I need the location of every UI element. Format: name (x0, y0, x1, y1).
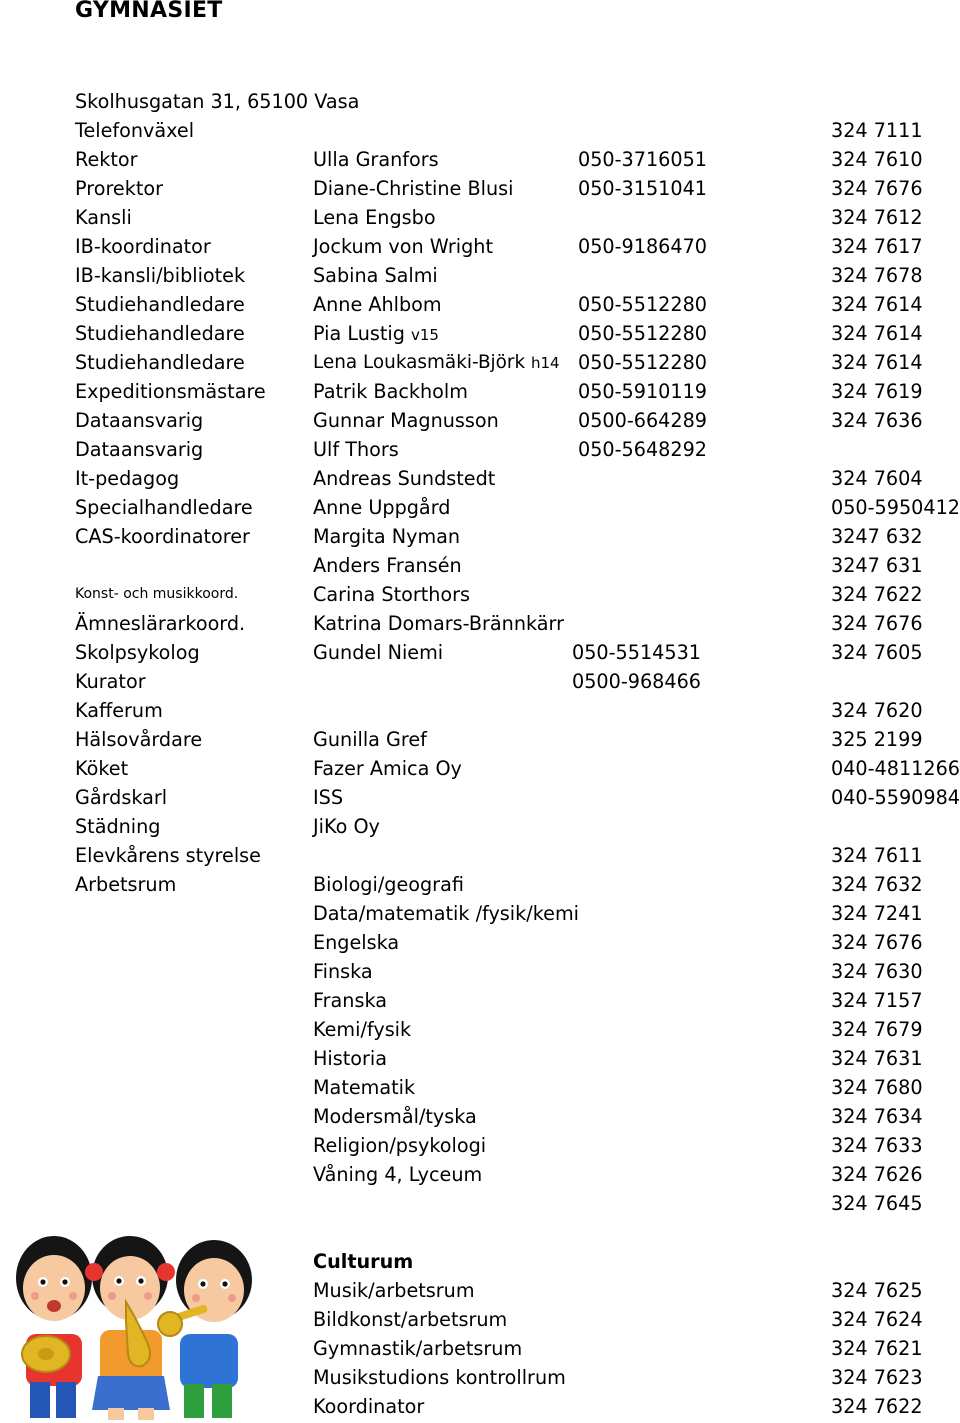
room-name: Modersmål/tyska (313, 1105, 477, 1128)
person-name: Patrik Backholm (313, 380, 468, 403)
phone: 325 2199 (831, 728, 923, 751)
role: Studiehandledare (75, 322, 245, 345)
person-name-cell (313, 319, 439, 350)
phone: 324 7614 (831, 293, 923, 316)
mobile: 050-5512280 (578, 322, 708, 345)
table-row (0, 957, 960, 986)
phone: 324 7622 (831, 583, 923, 606)
phone: 324 7624 (831, 1308, 923, 1331)
phone: 324 7676 (831, 177, 923, 200)
table-row (0, 232, 960, 261)
phone: 324 7614 (831, 322, 923, 345)
person-name: Sabina Salmi (313, 264, 438, 287)
table-row (0, 1189, 960, 1218)
phone: 324 7622 (831, 1395, 923, 1418)
table-row (0, 261, 960, 290)
room-name: Finska (313, 960, 373, 983)
room-name: Gymnastik/arbetsrum (313, 1337, 523, 1360)
role: Expeditionsmästare (75, 380, 266, 403)
table-row (0, 435, 960, 464)
role: CAS-koordinatorer (75, 525, 250, 548)
phone: 324 7623 (831, 1366, 923, 1389)
table-row (0, 638, 960, 667)
mobile: 050-9186470 (578, 235, 708, 258)
person-name: Pia Lustig (313, 322, 405, 345)
phone: 324 7614 (831, 351, 923, 374)
table-row (0, 928, 960, 957)
role: Rektor (75, 148, 138, 171)
phone: 324 7632 (831, 873, 923, 896)
table-row (0, 725, 960, 754)
table-row (0, 145, 960, 174)
mobile: 050-5514531 (572, 641, 702, 664)
mobile: 0500-968466 (572, 670, 702, 693)
table-row (0, 783, 960, 812)
table-row (0, 551, 960, 580)
phone: 324 7241 (831, 902, 923, 925)
mobile: 050-5512280 (578, 293, 708, 316)
person-name: Diane-Christine Blusi (313, 177, 514, 200)
person-name: Ulf Thors (313, 438, 399, 461)
phone: 324 7617 (831, 235, 923, 258)
person-name: Gunnar Magnusson (313, 409, 499, 432)
mobile: 050-5910119 (578, 380, 708, 403)
room-name: Historia (313, 1047, 387, 1070)
table-row (0, 580, 960, 609)
phone: 324 7605 (831, 641, 923, 664)
phone: 3247 632 (831, 525, 923, 548)
children-with-instruments-icon (8, 1226, 258, 1422)
role: Hälsovårdare (75, 728, 203, 751)
role: Prorektor (75, 177, 163, 200)
room-name: Biologi/geografi (313, 873, 464, 896)
person-name: Andreas Sundstedt (313, 467, 496, 490)
role: Dataansvarig (75, 409, 204, 432)
phone: 324 7636 (831, 409, 923, 432)
phone: 324 7645 (831, 1192, 923, 1215)
role: Kurator (75, 670, 146, 693)
room-name: Koordinator (313, 1395, 425, 1418)
mobile: 050-5648292 (578, 438, 708, 461)
person-name: Gunilla Gref (313, 728, 427, 751)
table-row (0, 493, 960, 522)
role: Arbetsrum (75, 873, 177, 896)
phone: 324 7611 (831, 844, 923, 867)
person-name: Lena Loukasmäki-Björk (313, 352, 526, 373)
phone: 324 7676 (831, 931, 923, 954)
room-name: Franska (313, 989, 387, 1012)
table-row (0, 377, 960, 406)
role: Gårdskarl (75, 786, 168, 809)
phone: 324 7633 (831, 1134, 923, 1157)
role: Köket (75, 757, 129, 780)
role: Telefonväxel (75, 119, 195, 142)
person-name: Anders Fransén (313, 554, 462, 577)
role: Skolpsykolog (75, 641, 200, 664)
table-row (0, 464, 960, 493)
person-name: Jockum von Wright (313, 235, 493, 258)
person-name: ISS (313, 786, 344, 809)
mobile: 0500-664289 (578, 409, 708, 432)
phone: 324 7619 (831, 380, 923, 403)
room-name: Våning 4, Lyceum (313, 1163, 483, 1186)
term-note: h14 (531, 354, 560, 372)
table-row (0, 899, 960, 928)
table-row (0, 348, 960, 377)
room-name: Data/matematik /fysik/kemi (313, 902, 579, 925)
role: Specialhandledare (75, 496, 253, 519)
role: Städning (75, 815, 161, 838)
phone: 324 7634 (831, 1105, 923, 1128)
room-name: Matematik (313, 1076, 416, 1099)
table-row (0, 1044, 960, 1073)
person-name: Anne Ahlbom (313, 293, 442, 316)
phone: 050-5950412 (831, 496, 960, 519)
phone: 3247 631 (831, 554, 923, 577)
phone: 324 7678 (831, 264, 923, 287)
table-row (0, 522, 960, 551)
phone: 324 7610 (831, 148, 923, 171)
table-row (0, 1015, 960, 1044)
table-row (0, 1073, 960, 1102)
room-name: Kemi/fysik (313, 1018, 412, 1041)
table-row (0, 667, 960, 696)
table-row (0, 1160, 960, 1189)
table-row (0, 319, 960, 348)
phone: 324 7612 (831, 206, 923, 229)
phone: 324 7676 (831, 612, 923, 635)
phone: 324 7620 (831, 699, 923, 722)
person-name: Gundel Niemi (313, 641, 444, 664)
person-name: Margita Nyman (313, 525, 461, 548)
person-name: JiKo Oy (313, 815, 380, 838)
section-heading: Culturum (313, 1250, 414, 1273)
role: IB-kansli/bibliotek (75, 264, 246, 287)
person-name: Katrina Domars-Brännkärr (313, 612, 564, 635)
boy-left-figure (16, 1236, 92, 1418)
person-name: Lena Engsbo (313, 206, 436, 229)
role: Kansli (75, 206, 132, 229)
role: Ämneslärarkoord. (75, 612, 246, 635)
person-name-cell (313, 348, 560, 378)
room-name: Musik/arbetsrum (313, 1279, 475, 1302)
phone: 324 7630 (831, 960, 923, 983)
role: Dataansvarig (75, 438, 204, 461)
room-name: Bildkonst/arbetsrum (313, 1308, 508, 1331)
phone: 324 7679 (831, 1018, 923, 1041)
mobile: 050-3151041 (578, 177, 708, 200)
table-row (0, 754, 960, 783)
phone: 040-5590984 (831, 786, 960, 809)
table-row (0, 609, 960, 638)
person-name: Carina Storthors (313, 583, 471, 606)
phone: 324 7604 (831, 467, 923, 490)
address: Skolhusgatan 31, 65100 Vasa (75, 90, 360, 113)
room-name: Religion/psykologi (313, 1134, 487, 1157)
role: It-pedagog (75, 467, 180, 490)
phone: 324 7631 (831, 1047, 923, 1070)
phone: 324 7157 (831, 989, 923, 1012)
table-row (0, 406, 960, 435)
phone: 324 7621 (831, 1337, 923, 1360)
table-row (0, 174, 960, 203)
table-row (0, 203, 960, 232)
table-row (0, 1131, 960, 1160)
address-row (0, 87, 960, 116)
table-row (0, 116, 960, 145)
term-note: v15 (411, 326, 439, 344)
phone: 324 7111 (831, 119, 923, 142)
phone: 324 7625 (831, 1279, 923, 1302)
role: IB-koordinator (75, 235, 211, 258)
page-title: GYMNASIET (75, 0, 223, 23)
person-name: Ulla Granfors (313, 148, 439, 171)
table-row (0, 290, 960, 319)
table-row (0, 841, 960, 870)
role: Studiehandledare (75, 293, 245, 316)
mobile: 050-5512280 (578, 351, 708, 374)
role: Elevkårens styrelse (75, 844, 261, 867)
table-row (0, 870, 960, 899)
table-row (0, 812, 960, 841)
phone: 040-4811266 (831, 757, 960, 780)
mobile: 050-3716051 (578, 148, 708, 171)
role: Studiehandledare (75, 351, 245, 374)
phone: 324 7626 (831, 1163, 923, 1186)
role: Konst- och musikkoord. (75, 586, 239, 602)
role: Kafferum (75, 699, 163, 722)
room-name: Engelska (313, 931, 400, 954)
person-name: Fazer Amica Oy (313, 757, 462, 780)
table-row (0, 696, 960, 725)
person-name: Anne Uppgård (313, 496, 451, 519)
table-row (0, 1102, 960, 1131)
room-name: Musikstudions kontrollrum (313, 1366, 566, 1389)
phone: 324 7680 (831, 1076, 923, 1099)
table-row (0, 986, 960, 1015)
